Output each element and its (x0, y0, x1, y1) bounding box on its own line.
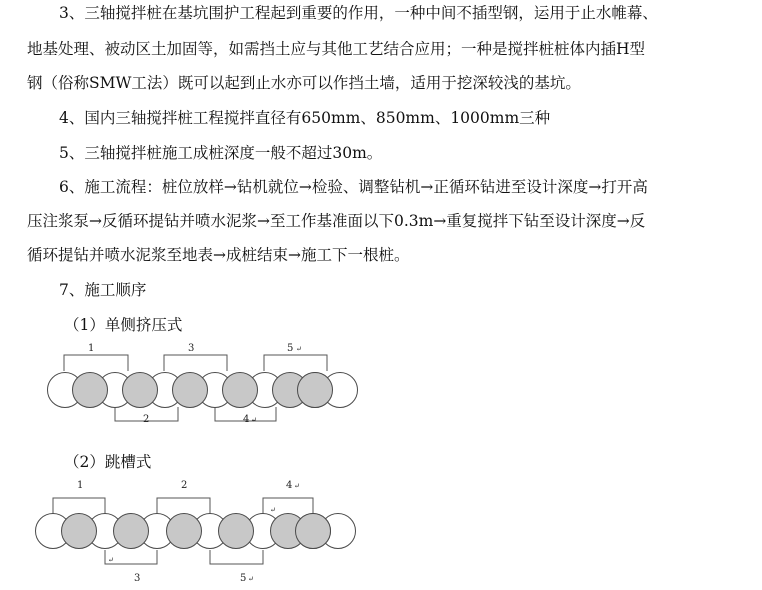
para-6-line-3: 循环提钻并喷水泥浆至地表→成桩结束→施工下一根桩。 (27, 246, 410, 264)
diagram-1-label-2: 2 (143, 414, 150, 425)
para-4: 4、国内三轴搅拌桩工程搅拌直径有650mm、850mm、1000mm三种 (59, 109, 551, 127)
diagram-2-bracket-2 (157, 498, 210, 514)
diagram-2-mark: ↵ (294, 482, 300, 490)
diagram-2-label-3: 3 (134, 573, 141, 584)
diagram-2-bracket-5 (210, 550, 263, 564)
pile-grey (296, 514, 331, 549)
diagram-2-label-5: 5 (240, 573, 247, 584)
diagram-2-mark: ↵ (270, 506, 276, 514)
diagram-1-label-4: 4 (243, 414, 250, 425)
diagram-1-bracket-5 (264, 355, 327, 371)
pile-grey (167, 514, 202, 549)
diagram-1-mark: ↵ (296, 345, 302, 353)
diagram-1-label-5: 5 (287, 343, 294, 354)
diagram-2-label-2: 2 (181, 480, 188, 491)
diagram-2-label-1: 1 (77, 480, 84, 491)
diagram-1-bracket-1 (64, 355, 128, 371)
para-3-line-3: 钢（俗称SMW工法）既可以起到止水亦可以作挡土墙，适用于挖深较浅的基坑。 (27, 74, 581, 92)
diagram-2-label-4: 4 (286, 480, 293, 491)
para-5: 5、三轴搅拌桩施工成桩深度一般不超过30m。 (59, 144, 383, 162)
diagram-2-mark: ↵ (248, 575, 254, 583)
pile-grey (219, 514, 254, 549)
diagram-1-caption: （1）单侧挤压式 (64, 316, 183, 334)
diagram-2-caption: （2）跳槽式 (64, 453, 152, 471)
diagram-2-skip-slot (0, 478, 762, 588)
pile-grey (223, 373, 258, 408)
pile-grey (114, 514, 149, 549)
para-6-line-2: 压注浆泵→反循环提钻并喷水泥浆→至工作基准面以下0.3m→重复搅拌下钻至设计深度→反 (27, 212, 646, 230)
diagram-2-bracket-1 (53, 498, 105, 514)
pile-grey (123, 373, 158, 408)
para-6-line-1: 6、施工流程：桩位放样→钻机就位→检验、调整钻机→正循环钻进至设计深度→打开高 (59, 178, 648, 196)
para-7: 7、施工顺序 (59, 281, 147, 299)
para-3-line-1: 3、三轴搅拌桩在基坑围护工程起到重要的作用，一种中间不插型钢，运用于止水帷幕、 (59, 4, 658, 22)
pile-grey (173, 373, 208, 408)
diagram-1-label-3: 3 (188, 343, 195, 354)
diagram-1-mark: ↵ (251, 416, 257, 424)
pile-grey (298, 373, 333, 408)
pile-grey (62, 514, 97, 549)
diagram-1-single-side-squeeze (0, 335, 762, 435)
diagram-2-mark: ↵ (108, 556, 114, 564)
para-3-line-2: 地基处理、被动区土加固等，如需挡土应与其他工艺结合应用；一种是搅拌桩桩体内插H型 (27, 40, 646, 58)
diagram-1-bracket-3 (164, 355, 227, 371)
pile-grey (73, 373, 108, 408)
diagram-1-label-1: 1 (88, 343, 95, 354)
